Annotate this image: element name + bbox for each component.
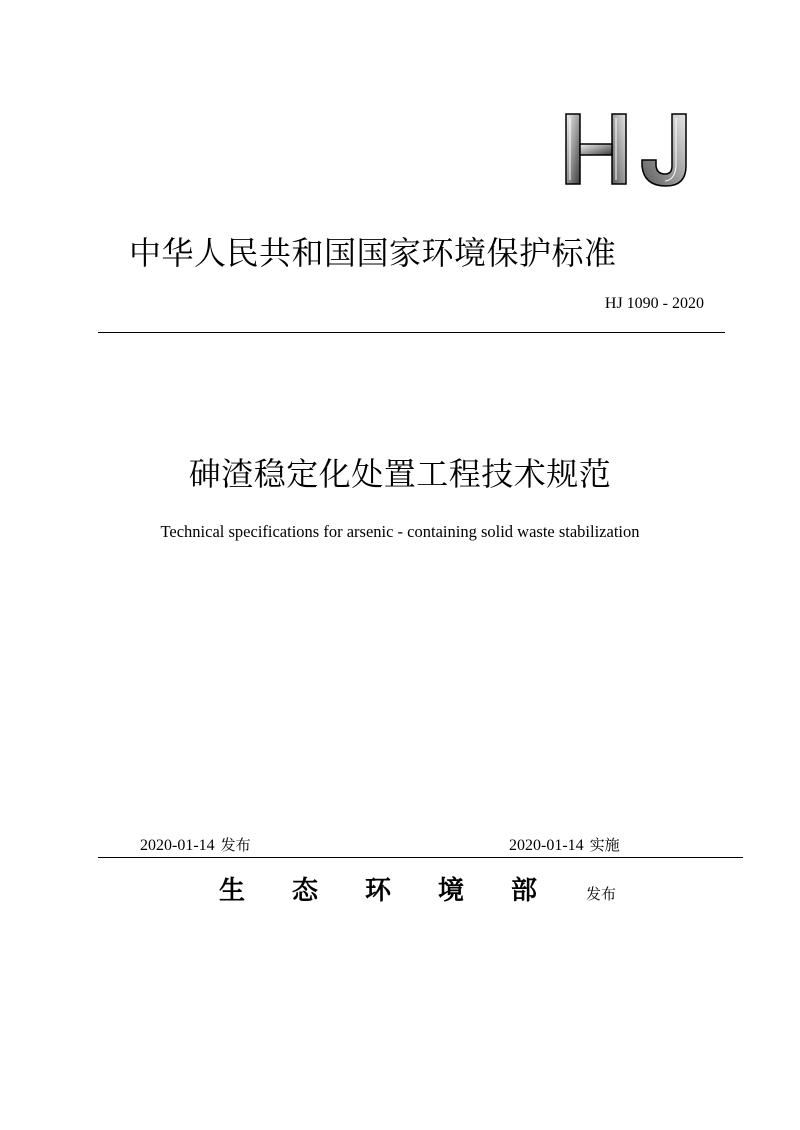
top-divider xyxy=(98,332,725,333)
implement-label: 实施 xyxy=(589,836,620,854)
document-title-chinese: 砷渣稳定化处置工程技术规范 xyxy=(188,455,612,493)
issuer-char: 生 xyxy=(219,876,246,906)
issue-label: 发布 xyxy=(220,836,251,854)
hj-logo-graphic xyxy=(560,104,700,194)
issuer-char: 环 xyxy=(365,876,392,906)
standard-category: 中华人民共和国国家环境保护标准 xyxy=(129,234,617,272)
issue-date-line xyxy=(140,834,251,855)
issuer-suffix: 发布 xyxy=(586,885,617,903)
standard-code: HJ 1090 - 2020 xyxy=(604,295,704,312)
logo-letter-h xyxy=(566,114,626,184)
implement-date-line xyxy=(509,834,620,855)
issuer-char: 境 xyxy=(438,876,465,906)
issuing-authority xyxy=(219,870,616,907)
issuer-char: 态 xyxy=(292,876,319,906)
document-title-english: Technical specifications for arsenic - containing solid waste stabilization xyxy=(160,522,640,541)
issue-date: 2020-01-14 xyxy=(140,837,215,854)
implement-date: 2020-01-14 xyxy=(509,837,584,854)
logo-letter-j xyxy=(642,114,686,186)
hj-logo xyxy=(560,104,700,194)
issuer-char: 部 xyxy=(511,876,538,906)
bottom-divider xyxy=(98,857,743,858)
